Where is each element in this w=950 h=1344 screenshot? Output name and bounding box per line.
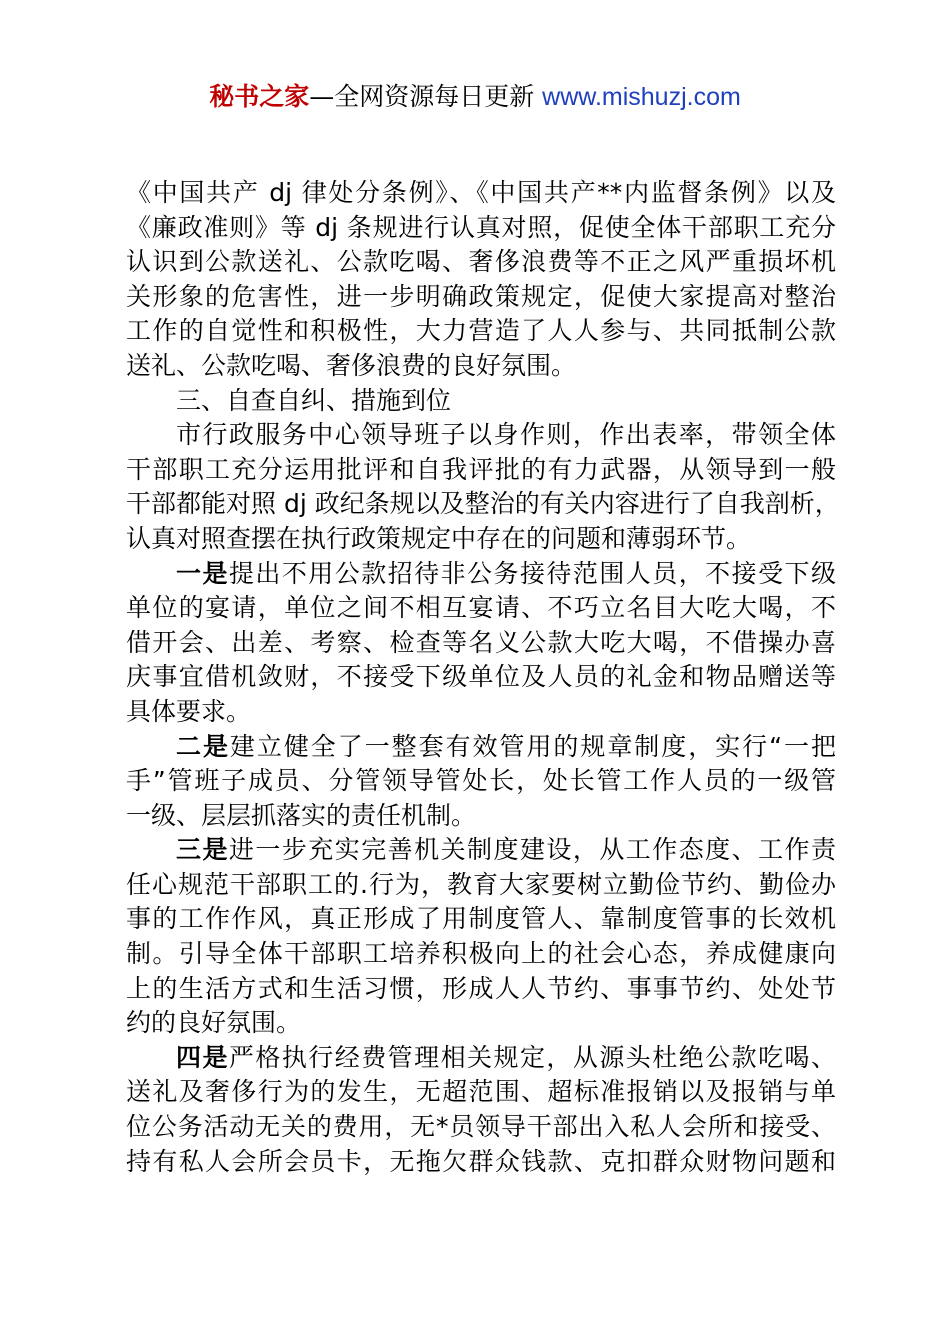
site-brand: 秘书之家	[209, 82, 310, 111]
text-line: 《廉政准则》等 dj 条规进行认真对照，促使全体干部职工充分	[126, 212, 836, 242]
item-text: 进一步充实完善机关制度建设，从工作态度、工作责	[228, 835, 836, 865]
text-line: 认识到公款送礼、公款吃喝、奢侈浪费等不正之风严重损坏机	[126, 247, 836, 277]
text-line: 庆事宜借机敛财，不接受下级单位及人员的礼金和物品赠送等	[126, 662, 836, 692]
text-line: 手”管班子成员、分管领导管处长，处长管工作人员的一级管	[126, 766, 836, 796]
item-text: 严格执行经费管理相关规定，从源头杜绝公款吃喝、	[228, 1042, 836, 1072]
text-line: 一级、层层抓落实的责任机制。	[126, 800, 477, 830]
text-line: 制。引导全体干部职工培养积极向上的社会心态，养成健康向	[126, 939, 836, 969]
text-line: 位公务活动无关的费用，无*员领导干部出入私人会所和接受、	[126, 1112, 836, 1142]
text-line: 关形象的危害性，进一步明确政策规定，促使大家提高对整治	[126, 281, 836, 311]
text-line: 持有私人会所会员卡，无拖欠群众钱款、克扣群众财物问题和	[126, 1146, 836, 1176]
text-line: 送礼、公款吃喝、奢侈浪费的良好氛围。	[126, 350, 577, 380]
item-lead: 一是	[176, 558, 229, 588]
text-line: 借开会、出差、考察、检查等名义公款大吃大喝，不借操办喜	[126, 627, 836, 657]
text-line: 任心规范干部职工的.行为，教育大家要树立勤俭节约、勤俭办	[126, 869, 836, 899]
text-line: 干部都能对照 dj 政纪条规以及整治的有关内容进行了自我剖析，	[126, 489, 840, 519]
text-line	[126, 1041, 836, 1076]
text-line: 具体要求。	[126, 696, 252, 726]
text-line: 上的生活方式和生活习惯，形成人人节约、事事节约、处处节	[126, 973, 836, 1003]
text-line: 约的良好氛围。	[126, 1008, 302, 1038]
site-header	[0, 80, 950, 114]
text-line: 事的工作作风，真正形成了用制度管人、靠制度管事的长效机	[126, 904, 836, 934]
text-line	[126, 833, 836, 868]
site-url-link[interactable]: www.mishuzj.com	[542, 83, 741, 111]
text-line: 送礼及奢侈行为的发生，无超范围、超标准报销以及报销与单	[126, 1077, 836, 1107]
document-body	[126, 176, 840, 1179]
site-tagline: —全网资源每日更新	[309, 82, 543, 111]
text-line	[126, 557, 836, 592]
item-text: 建立健全了一整套有效管用的规章制度，实行“一把	[229, 731, 836, 761]
text-line	[126, 730, 836, 765]
item-lead: 二是	[176, 731, 230, 761]
item-lead: 三是	[176, 835, 229, 865]
item-text: 提出不用公款招待非公务接待范围人员，不接受下级	[228, 558, 836, 588]
text-line: 市行政服务中心领导班子以身作则，作出表率，带领全体	[176, 420, 836, 450]
text-line: 干部职工充分运用批评和自我评批的有力武器，从领导到一般	[126, 454, 836, 484]
text-line: 单位的宴请，单位之间不相互宴请、不巧立名目大吃大喝，不	[126, 593, 836, 623]
text-line: 工作的自觉性和积极性，大力营造了人人参与、共同抵制公款	[126, 316, 836, 346]
section-heading: 三、自查自纠、措施到位	[176, 385, 452, 415]
text-line: 认真对照查摆在执行政策规定中存在的问题和薄弱环节。	[126, 523, 752, 553]
text-line: 《中国共产 dj 律处分条例》、《中国共产**内监督条例》以及	[126, 178, 836, 207]
item-lead: 四是	[176, 1042, 229, 1072]
